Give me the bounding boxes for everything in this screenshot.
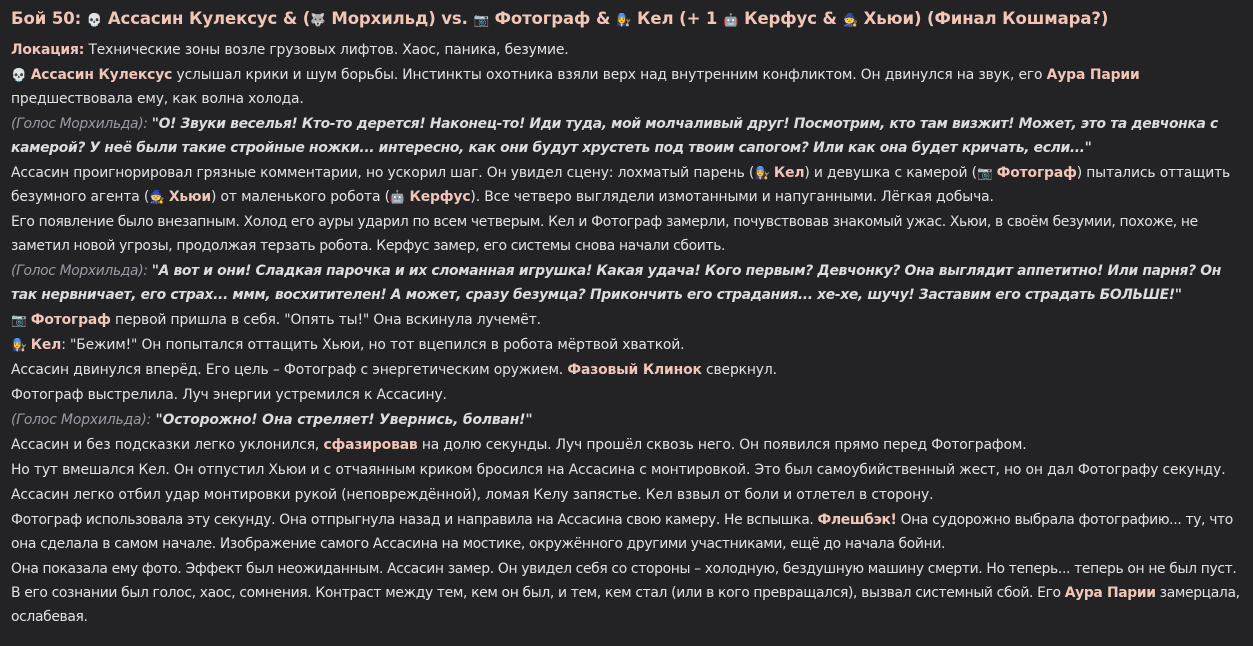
person-icon: 👩‍🔧 — [615, 12, 632, 27]
term-flashback: Флешбэк! — [817, 512, 897, 528]
paragraph-location — [11, 38, 1243, 63]
paragraph-kel-reacts — [11, 333, 1243, 358]
battle-story-document — [11, 6, 1243, 630]
name-photographer: Фотограф — [30, 312, 111, 328]
term-phasing: сфазировав — [323, 437, 418, 453]
paragraph-appearance: Его появление было внезапным. Холод его ауры ударил по всем четверым. Кел и Фотограф замерли, почувствовав знакомый ужас. Хьюи, в своём безумии, похоже, не заметил новой угрозы, продолжая терзать робота. Керфус замер, его системы снова начали сбоить. — [11, 214, 1198, 254]
wolf-icon: 🐺 — [310, 12, 326, 27]
mage-icon: 🧙 — [149, 189, 165, 204]
narration-text: Ассасин проигнорировал грязные комментарии, но ускорил шаг. Он увидел сцену: лохматый парень ( — [11, 165, 755, 181]
narration-text: первой пришла в себя. "Опять ты!" Она вскинула лучемёт. — [110, 312, 541, 328]
narration-text: ). Все четверо выглядели измотанными и напуганными. Лёгкая добыча. — [470, 189, 994, 205]
voice-line-2 — [11, 259, 1243, 308]
paragraph-scene — [11, 161, 1243, 210]
robot-icon: 🤖 — [389, 189, 406, 204]
camera-icon: 📷 — [976, 165, 993, 180]
location-label: Локация: — [11, 42, 85, 58]
voice-line-3 — [11, 408, 1243, 433]
narration-text: сверкнул. — [701, 362, 777, 378]
narration-text: ) от маленького робота ( — [211, 189, 390, 205]
camera-icon: 📷 — [473, 12, 489, 27]
narration-text: услышал крики и шум борьбы. Инстинкты охотника взяли верх над внутренним конфликтом. Он двинулся на звук, его — [172, 67, 1047, 83]
voice-label: (Голос Морхильда): — [11, 263, 148, 279]
paragraph-photographer-reacts — [11, 308, 1243, 333]
voice-quote: "А вот и они! Сладкая парочка и их сломанная игрушка! Какая удача! Кого первым? Девчонку? Она выглядит аппетитно! Или парня? Он так нервничает, его страх... ммм, восхитителен! А может, сразу безумца? Прикончить его страдания... хе-хе, шучу! Заставим его страдать БОЛЬШЕ!" — [11, 263, 1221, 303]
narration-text: замерцала, ослабевая. — [11, 585, 1240, 625]
voice-quote: "О! Звуки веселья! Кто-то дерется! Наконец-то! Иди туда, мой молчаливый друг! Посмотрим, кто там визжит! Может, это та девчонка с камерой? У неё были такие стройные ножки... интересно, как они будут хрустеть под твоим сапогом? Или как она будет кричать, если..." — [11, 116, 1218, 156]
narration-text: Она показала ему фото. Эффект был неожиданным. Ассасин замер. Он увидел себя со стороны – холодную, бездушную машину смерти. Но теперь... теперь он не был пуст. В его сознании был голос, хаос, сомнения. Контраст между тем, кем он был, и тем, кем стал (или в кого превращался), вызвал системный сбой. Его — [11, 561, 1237, 601]
title-morhild: Морхильд) vs. — [325, 9, 474, 28]
mage-icon: 🧙 — [842, 12, 858, 27]
camera-icon: 📷 — [11, 312, 27, 327]
robot-icon: 🤖 — [722, 12, 739, 27]
paragraph-flashback — [11, 508, 1243, 557]
voice-quote: "Осторожно! Она стреляет! Увернись, болван!" — [155, 412, 533, 428]
skull-icon: 💀 — [11, 67, 27, 82]
battle-title — [11, 6, 1243, 33]
paragraph-dodge — [11, 433, 1243, 458]
narration-text: Она судорожно выбрала фотографию... ту, что она сделала в самом начале. Изображение самого Ассасина на мостике, окружённого другими участниками, ещё до начала бойни. — [11, 512, 1233, 552]
narration-text: предшествовала ему, как волна холода. — [11, 91, 304, 107]
paragraph-assassin-hears — [11, 63, 1243, 112]
term-pariah-aura: Аура Парии — [1064, 585, 1156, 601]
narration-text: : "Бежим!" Он попытался оттащить Хьюи, но тот вцепился в робота мёртвой хваткой. — [61, 337, 685, 353]
title-tail: Хьюи) (Финал Кошмара?) — [857, 9, 1109, 28]
name-photographer: Фотограф — [996, 165, 1077, 181]
paragraph-kel-injured: Ассасин легко отбил удар монтировки рукой (неповреждённой), ломая Келу запястье. Кел взвыл от боли и отлетел в сторону. — [11, 487, 934, 503]
title-kerfus: Керфус & — [738, 9, 843, 28]
narration-text: Ассасин двинулся вперёд. Его цель – Фотограф с энергетическим оружием. — [11, 362, 568, 378]
person-icon: 👩‍🔧 — [11, 337, 27, 352]
name-kel: Кел — [773, 165, 805, 181]
title-photographer: Фотограф & — [488, 9, 616, 28]
voice-label: (Голос Морхильда): — [11, 116, 148, 132]
skull-icon: 💀 — [86, 12, 103, 27]
voice-line-1 — [11, 112, 1243, 161]
narration-text: Ассасин и без подсказки легко уклонился, — [11, 437, 324, 453]
narration-text: Фотограф использовала эту секунду. Она отпрыгнула назад и направила на Ассасина свою камеру. Не вспышка. — [11, 512, 818, 528]
term-phase-blade: Фазовый Клинок — [567, 362, 702, 378]
name-kerfus: Керфус — [409, 189, 471, 205]
name-kel: Кел — [30, 337, 62, 353]
name-huey: Хьюи — [168, 189, 211, 205]
paragraph-kel-intervenes: Но тут вмешался Кел. Он отпустил Хьюи и с отчаянным криком бросился на Ассасина с монтировкой. Это был самоубийственный жест, но он дал Фотографу секунду. — [11, 462, 1226, 478]
paragraph-shot: Фотограф выстрелила. Луч энергии устремился к Ассасину. — [11, 387, 447, 403]
person-icon: 👩‍🔧 — [754, 165, 770, 180]
location-text: Технические зоны возле грузовых лифтов. Хаос, паника, безумие. — [84, 42, 569, 58]
narration-text: ) и девушка с камерой ( — [804, 165, 977, 181]
paragraph-assassin-advances — [11, 358, 1243, 383]
title-kulexus: Ассасин Кулексус & ( — [102, 9, 311, 28]
term-pariah-aura: Аура Парии — [1046, 67, 1140, 83]
paragraph-system-failure — [11, 557, 1243, 630]
title-kel: Кел (+ 1 — [631, 9, 723, 28]
narration-text: на долю секунды. Луч прошёл сквозь него. Он появился прямо перед Фотографом. — [417, 437, 1027, 453]
name-assassin: Ассасин Кулексус — [30, 67, 173, 83]
voice-label: (Голос Морхильда): — [11, 412, 152, 428]
title-prefix: Бой 50: — [11, 9, 87, 28]
narration-text: ) пытались оттащить безумного агента ( — [11, 165, 1231, 205]
